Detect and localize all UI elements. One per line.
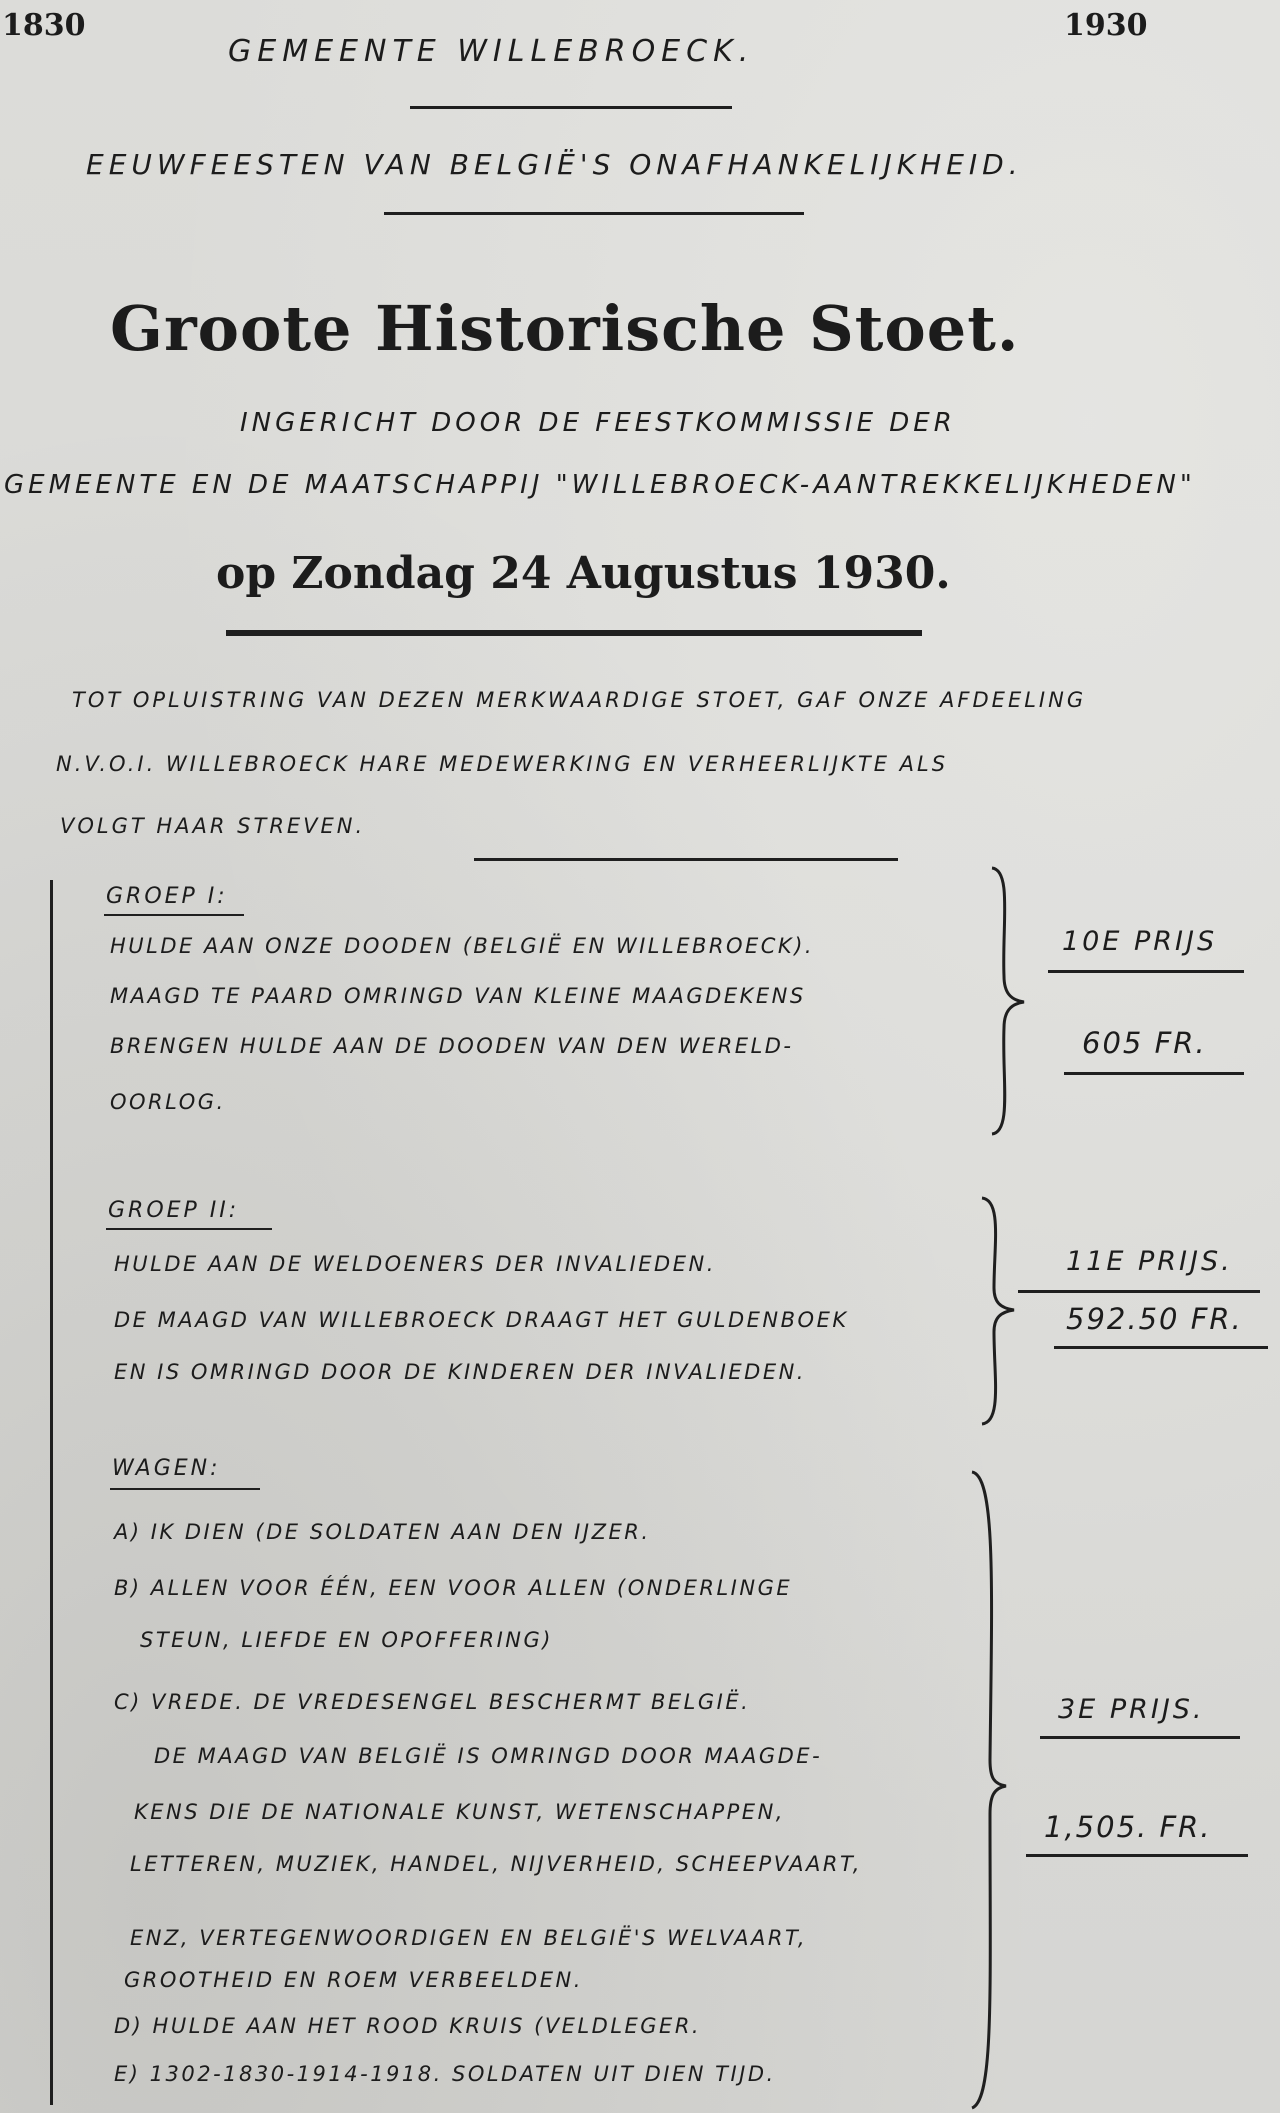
organizer-line-1: INGERICHT DOOR DE FEESTKOMMISSIE DER: [240, 408, 956, 438]
group-text-line: DE MAAGD VAN BELGIË IS OMRINGD DOOR MAAGDE-: [154, 1744, 823, 1768]
group-label: WAGEN:: [112, 1456, 221, 1481]
label-underline: [110, 1488, 260, 1490]
group-text-line: DE MAAGD VAN WILLEBROECK DRAAGT HET GULDENBOEK: [114, 1308, 849, 1332]
brace: [980, 1196, 1020, 1426]
group-text-line: A) IK DIEN (DE SOLDATEN AAN DEN IJZER.: [114, 1520, 651, 1544]
subtitle-heading: EEUWFEESTEN VAN BELGIË'S ONAFHANKELIJKHEID.: [86, 148, 1023, 181]
group-text-line: HULDE AAN ONZE DOODEN (BELGIË EN WILLEBROECK).: [110, 934, 815, 958]
brace: [970, 1470, 1010, 2110]
group-text-line: MAAGD TE PAARD OMRINGD VAN KLEINE MAAGDEKENS: [110, 984, 806, 1008]
group-text-line: OORLOG.: [110, 1090, 226, 1114]
label-underline: [104, 914, 244, 916]
group-text-line: EN IS OMRINGD DOOR DE KINDEREN DER INVALIEDEN.: [114, 1360, 806, 1384]
divider-thick: [226, 630, 922, 636]
group-text-line: ENZ, VERTEGENWOORDIGEN EN BELGIË'S WELVAART,: [130, 1926, 808, 1950]
prize-rank: 3E PRIJS.: [1058, 1694, 1205, 1725]
group-text-line: B) ALLEN VOOR ÉÉN, EEN VOOR ALLEN (ONDERLINGE: [114, 1576, 793, 1600]
prize-amount: 1,505. FR.: [1044, 1810, 1212, 1844]
prize-amount: 592.50 FR.: [1066, 1302, 1243, 1336]
prize-rank: 11E PRIJS.: [1066, 1246, 1233, 1277]
group-text-line: GROOTHEID EN ROEM VERBEELDEN.: [124, 1968, 583, 1992]
page-title: Groote Historische Stoet.: [110, 292, 1020, 365]
divider: [410, 106, 732, 109]
municipality-heading: GEMEENTE WILLEBROECK.: [228, 34, 755, 69]
divider: [1026, 1854, 1248, 1857]
group-text-line: C) VREDE. DE VREDESENGEL BESCHERMT BELGIË.: [114, 1690, 751, 1714]
intro-line-1: TOT OPLUISTRING VAN DEZEN MERKWAARDIGE STOET, GAF ONZE AFDEELING: [72, 688, 1087, 712]
prize-amount: 605 FR.: [1082, 1026, 1207, 1060]
brace: [990, 866, 1030, 1136]
divider: [1040, 1736, 1240, 1739]
organizer-line-2: GEMEENTE EN DE MAATSCHAPPIJ "WILLEBROECK-AANTREKKELIJKHEDEN": [4, 470, 1196, 500]
event-date: op Zondag 24 Augustus 1930.: [216, 548, 951, 599]
year-right: 1930: [1064, 8, 1148, 43]
group-text-line: HULDE AAN DE WELDOENERS DER INVALIEDEN.: [114, 1252, 716, 1276]
intro-line-2: N.V.O.I. WILLEBROECK HARE MEDEWERKING EN VERHEERLIJKTE ALS: [56, 752, 949, 776]
group-label: GROEP I:: [106, 884, 228, 909]
margin-line: [50, 880, 53, 2105]
divider: [474, 858, 898, 861]
divider: [1018, 1290, 1260, 1293]
year-left: 1830: [2, 8, 86, 43]
group-text-line: LETTEREN, MUZIEK, HANDEL, NIJVERHEID, SCHEEPVAART,: [130, 1852, 862, 1876]
group-label: GROEP II:: [108, 1198, 240, 1223]
divider: [1048, 970, 1244, 973]
group-text-line: STEUN, LIEFDE EN OPOFFERING): [140, 1628, 553, 1652]
group-text-line: BRENGEN HULDE AAN DE DOODEN VAN DEN WERELD-: [110, 1034, 794, 1058]
divider: [1054, 1346, 1268, 1349]
group-text-line: KENS DIE DE NATIONALE KUNST, WETENSCHAPPEN,: [134, 1800, 785, 1824]
label-underline: [106, 1228, 272, 1230]
divider: [384, 212, 804, 215]
divider: [1064, 1072, 1244, 1075]
group-text-line: D) HULDE AAN HET ROOD KRUIS (VELDLEGER.: [114, 2014, 702, 2038]
prize-rank: 10E PRIJS: [1062, 926, 1218, 957]
intro-line-3: VOLGT HAAR STREVEN.: [60, 814, 366, 838]
group-text-line: E) 1302-1830-1914-1918. SOLDATEN UIT DIEN TIJD.: [114, 2062, 776, 2086]
